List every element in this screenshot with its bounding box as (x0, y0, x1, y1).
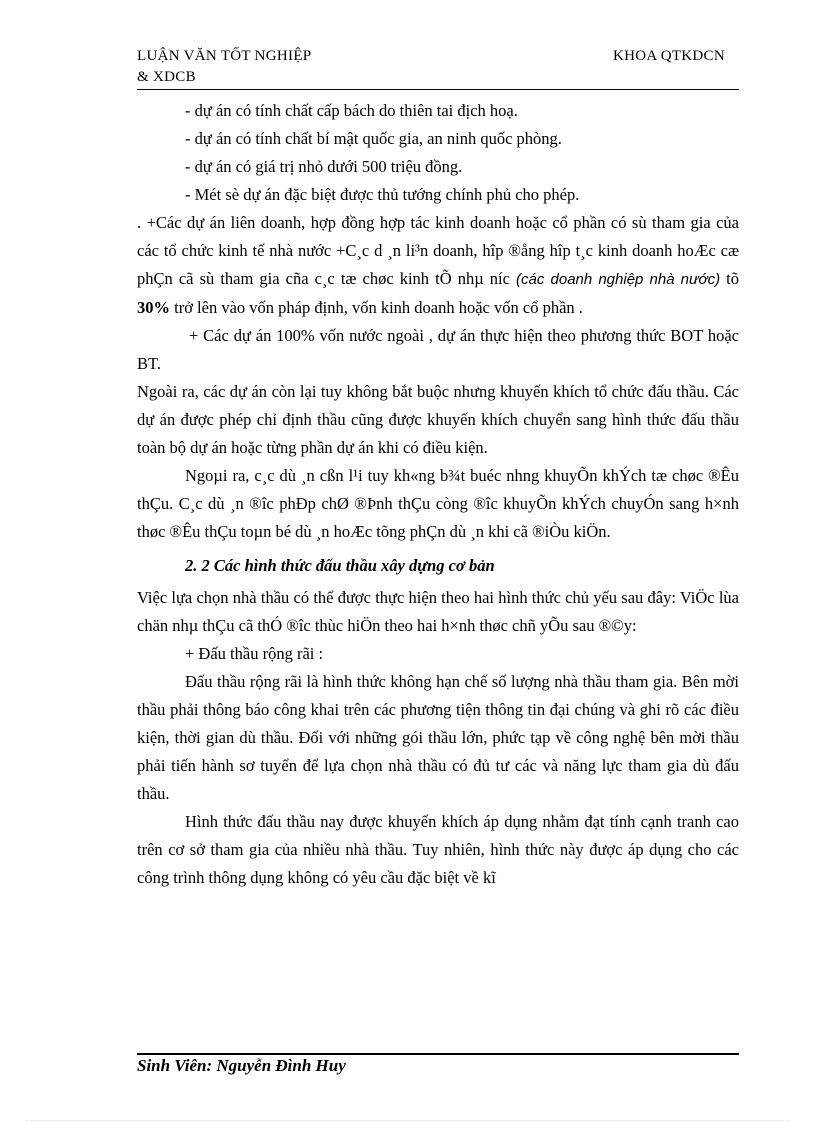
paragraph: Ngoài ra, các dự án còn lại tuy không bắt buộc nhưng khuyến khích tổ chức đấu thầu. Các dự án được phép chỉ định thầu cũng được khuyến khích chuyển sang hình thức đấu thầu toàn bộ dự án hoặc từng phần dự án khi có điều kiện. (137, 382, 739, 457)
section-heading: 2. 2 Các hình thức đấu thầu xây dựng cơ bản (185, 556, 495, 575)
paragraph (137, 209, 739, 322)
footer-student-name: Sinh Viên: Nguyễn Đình Huy (137, 1056, 346, 1075)
footer-divider (137, 1053, 739, 1055)
paragraph: - dự án có tính chất cấp bách do thiên tai địch hoạ. (185, 101, 518, 120)
paragraph: - dự án có tính chất bí mật quốc gia, an ninh quốc phòng. (185, 129, 562, 148)
text-run: tõ (720, 269, 739, 288)
paragraph: - Mét sè dự án đặc biệt được thủ tướng chính phủ cho phép. (185, 185, 580, 204)
paragraph: Việc lựa chọn nhà thầu có thể được thực hiện theo hai hình thức chủ yếu sau đây: ViÖc lùa chän nhµ thÇu cã thÓ ®îc thùc hiÖn theo hai h×nh thøc chñ yÕu sau ®©y: (137, 588, 739, 635)
paragraph: Ngoµi ra, c¸c dù ¸n cßn l¹i tuy kh«ng b¾t buéc nhng khuyÕn khÝch tæ chøc ®Êu thÇu. C¸c dù ¸n ®îc phÐp chØ ®Þnh thÇu còng ®îc khuyÕn khÝch chuyÓn sang h×nh thøc ®Êu thÇu toµn bé dù ¸n hoÆc tõng phÇn dù ¸n khi cã ®iÒu kiÖn. (137, 466, 739, 541)
header-department: KHOA QTKDCN (612, 48, 725, 64)
header-thesis-title: LUẬN VĂN TỐT NGHIỆP (137, 48, 312, 64)
paragraph: + Các dự án 100% vốn nước ngoài , dự án thực hiện theo phương thức BOT hoặc BT. (137, 326, 739, 373)
text-run: . +Các dự án liên doanh, hợp đồng hợp tác kinh doanh hoặc cổ phần có sù tham gia của các tổ chức kinh tế nhà nước +C¸c d ¸n li³n doanh, hîp ®ång hîp t¸c kinh doanh hoÆc cæ phÇn cã sù tham gia cña c¸c tæ chøc kinh tÕ nhµ níc (137, 213, 739, 288)
bold-text-run: 30% (137, 298, 170, 317)
paragraph: + Đấu thầu rộng rãi : (185, 644, 324, 663)
text-run: trở lên vào vốn pháp định, vốn kinh doanh hoặc vốn cổ phần . (170, 298, 583, 317)
document-body (137, 97, 739, 892)
italic-text-run: (các doanh nghiệp nhà nước) (516, 271, 721, 288)
header-divider (137, 89, 739, 90)
paragraph: - dự án có giá trị nhỏ dưới 500 triệu đồng. (185, 157, 463, 176)
page-bottom-edge (26, 1120, 790, 1121)
header-thesis-subtitle: & XDCB (137, 69, 196, 85)
header-left (137, 46, 311, 88)
paragraph: Hình thức đấu thầu nay được khuyến khích áp dụng nhằm đạt tính cạnh tranh cao trên cơ sở tham gia của nhiều nhà thầu. Tuy nhiên, hình thức này được áp dụng cho các công trình thông dụng không có yêu cầu đặc biệt về kĩ (137, 812, 739, 887)
page-header (137, 46, 737, 88)
paragraph: Đấu thầu rộng rãi là hình thức không hạn chế số lượng nhà thầu tham gia. Bên mời thầu phải thông báo công khai trên các phương tiện thông tin đại chúng và ghi rõ các điều kiện, thời gian dù thầu. Đối với những gói thầu lớn, phức tạp về công nghệ bên mời thầu phải tiến hành sơ tuyển để lựa chọn nhà thầu có đủ tư các và năng lực tham gia dù đấu thầu. (137, 672, 739, 803)
